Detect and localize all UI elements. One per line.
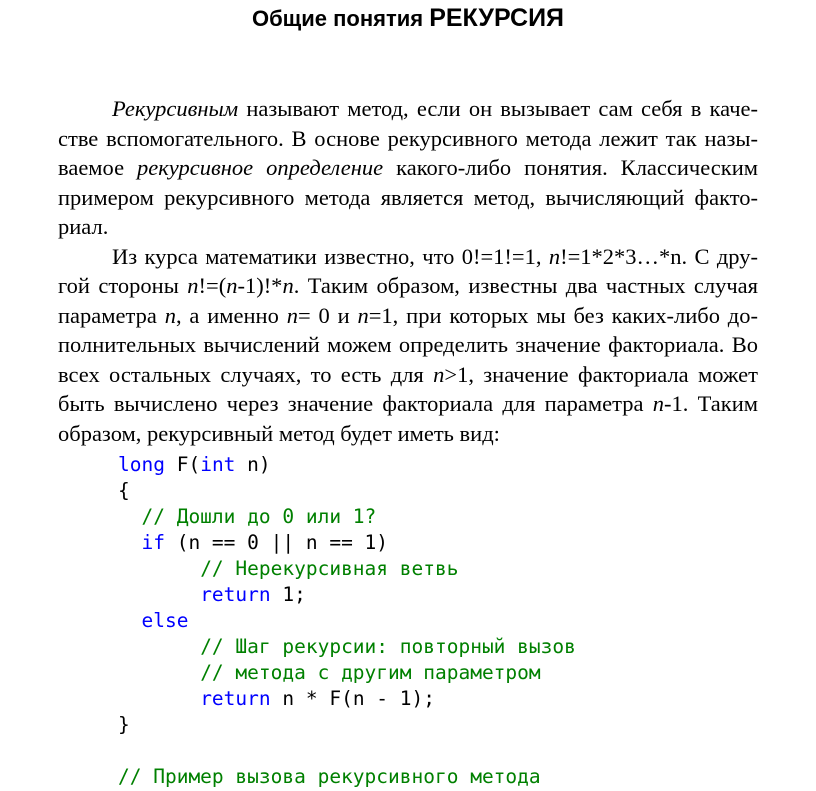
paragraph-2-line-2: гой стороны n!=(n-1)!*n. Таким образом, известны два частных случая bbox=[58, 273, 759, 298]
code-line-4: if (n == 0 || n == 1) bbox=[141, 531, 389, 554]
code-line-13: // Пример вызова рекурсивного метода bbox=[118, 765, 541, 788]
code-line-9: // метода с другим параметром bbox=[200, 661, 541, 684]
code-line-11: } bbox=[118, 713, 130, 736]
body-text bbox=[58, 94, 758, 448]
paragraph-2-line-3: параметра n, а именно n= 0 и n=1, при которых мы без каких-либо до- bbox=[58, 302, 758, 328]
paragraph-1-line-2: стве вспомогательного. В основе рекурсивного метода лежит так назы- bbox=[58, 125, 758, 151]
paragraph-2-line-7: образом, рекурсивный метод будет иметь вид: bbox=[58, 420, 500, 446]
paragraph-1-line-1: Рекурсивным называют метод, если он вызывает сам себя в каче- bbox=[112, 96, 758, 121]
paragraph-1-line-3: ваемое рекурсивное определение какого-либо понятия. Классическим bbox=[58, 155, 758, 180]
page-title: Общие понятия РЕКУРСИЯ bbox=[251, 4, 565, 32]
code-line-3: // Дошли до 0 или 1? bbox=[141, 505, 377, 528]
paragraph-1-line-4: примером рекурсивного метода является метод, вычисляющий факто- bbox=[58, 184, 758, 210]
code-line-7: else bbox=[141, 609, 189, 632]
code-line-1: long F(int n) bbox=[118, 453, 271, 476]
paragraph-2-line-6: быть вычислено через значение факториала для параметра n-1. Таким bbox=[58, 391, 758, 416]
code-line-2: { bbox=[118, 479, 130, 502]
code-line-8: // Шаг рекурсии: повторный вызов bbox=[200, 635, 576, 658]
code-line-5: // Нерекурсивная ветвь bbox=[200, 557, 459, 580]
code-listing bbox=[118, 452, 576, 790]
paragraph-2-line-5: всех остальных случаях, то есть для n>1, значение факториала может bbox=[58, 361, 759, 387]
paragraph-2-line-4: полнительных вычислений можем определить значение факториала. Во bbox=[58, 332, 758, 357]
paragraph-1-line-5: риал. bbox=[58, 214, 109, 239]
code-line-6: return 1; bbox=[200, 583, 306, 606]
code-line-10: return n * F(n - 1); bbox=[200, 687, 436, 710]
code-line-12 bbox=[118, 738, 576, 764]
paragraph-2-line-1: Из курса математики известно, что 0!=1!=1, n!=1*2*3…*n. С дру- bbox=[112, 243, 758, 269]
